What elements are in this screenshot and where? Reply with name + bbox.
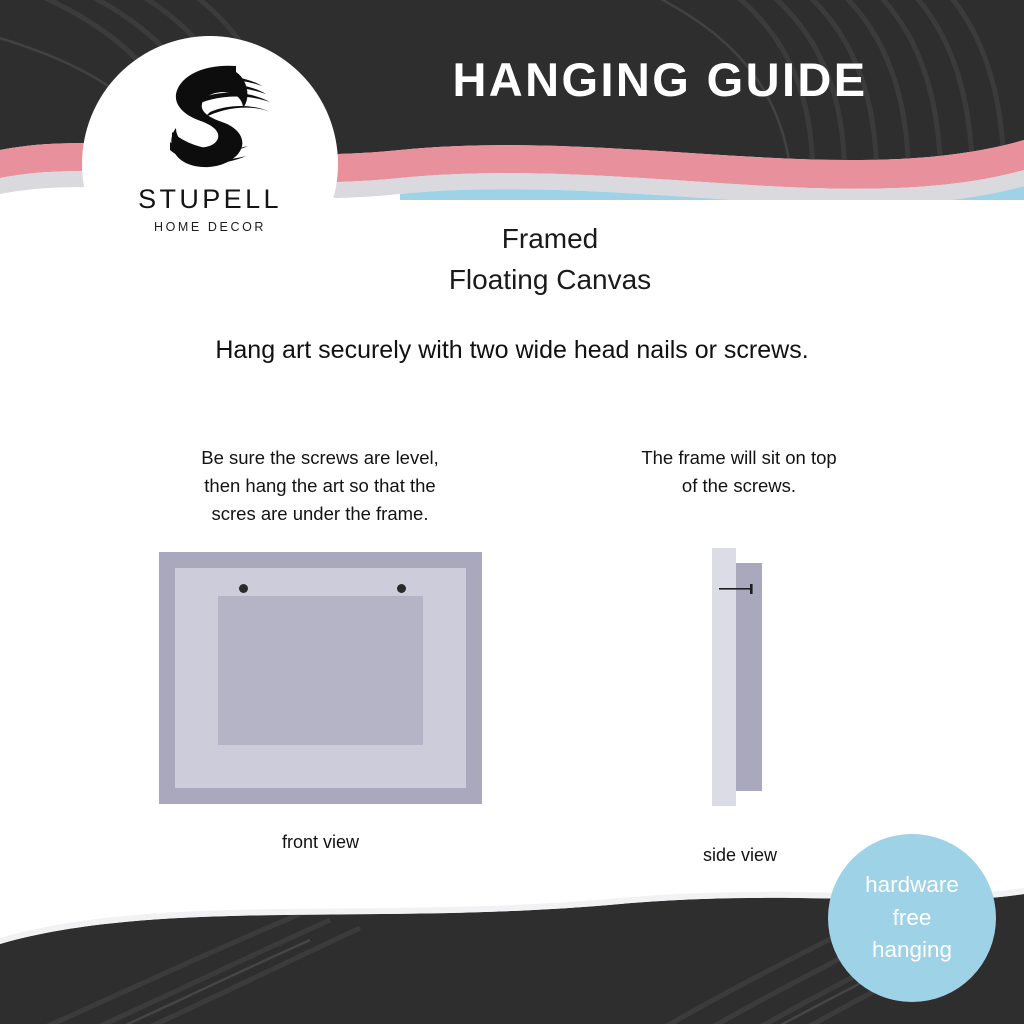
lead-instruction: Hang art securely with two wide head nails or screws. [215,336,809,364]
side-caption-line-2: of the screws. [681,474,797,496]
screw-marker-left [239,584,248,593]
side-caption-line-1: The frame will sit on top [641,447,837,468]
hardware-free-badge [828,834,996,1002]
product-title [340,218,760,300]
badge-line-3: hanging [871,937,953,963]
front-view-label: front view [281,832,360,852]
badge-line-1: hardware [865,872,959,898]
brand-logo-badge [82,36,338,292]
side-view-frame [736,563,762,791]
brand-name: STUPELL [138,184,282,214]
side-view-caption [594,444,884,500]
side-view-label: side view [702,845,778,865]
front-view-caption [150,444,490,527]
nail-icon [719,584,755,594]
brand-tagline: HOME DECOR [153,220,267,234]
front-view-canvas [218,596,423,745]
front-view-diagram [159,552,482,804]
front-caption-line-1: Be sure the screws are level, [201,447,439,468]
stupell-swoosh-logo-icon [150,62,270,178]
front-view-mat [175,568,466,788]
product-title-line-1: Framed [501,223,599,254]
badge-line-2: free [892,904,932,930]
page-title: HANGING GUIDE [452,53,868,106]
product-title-line-2: Floating Canvas [448,264,652,296]
front-caption-line-3: scres are under the frame. [211,502,429,524]
front-caption-line-2: then hang the art so that the [204,474,436,496]
screw-marker-right [397,584,406,593]
